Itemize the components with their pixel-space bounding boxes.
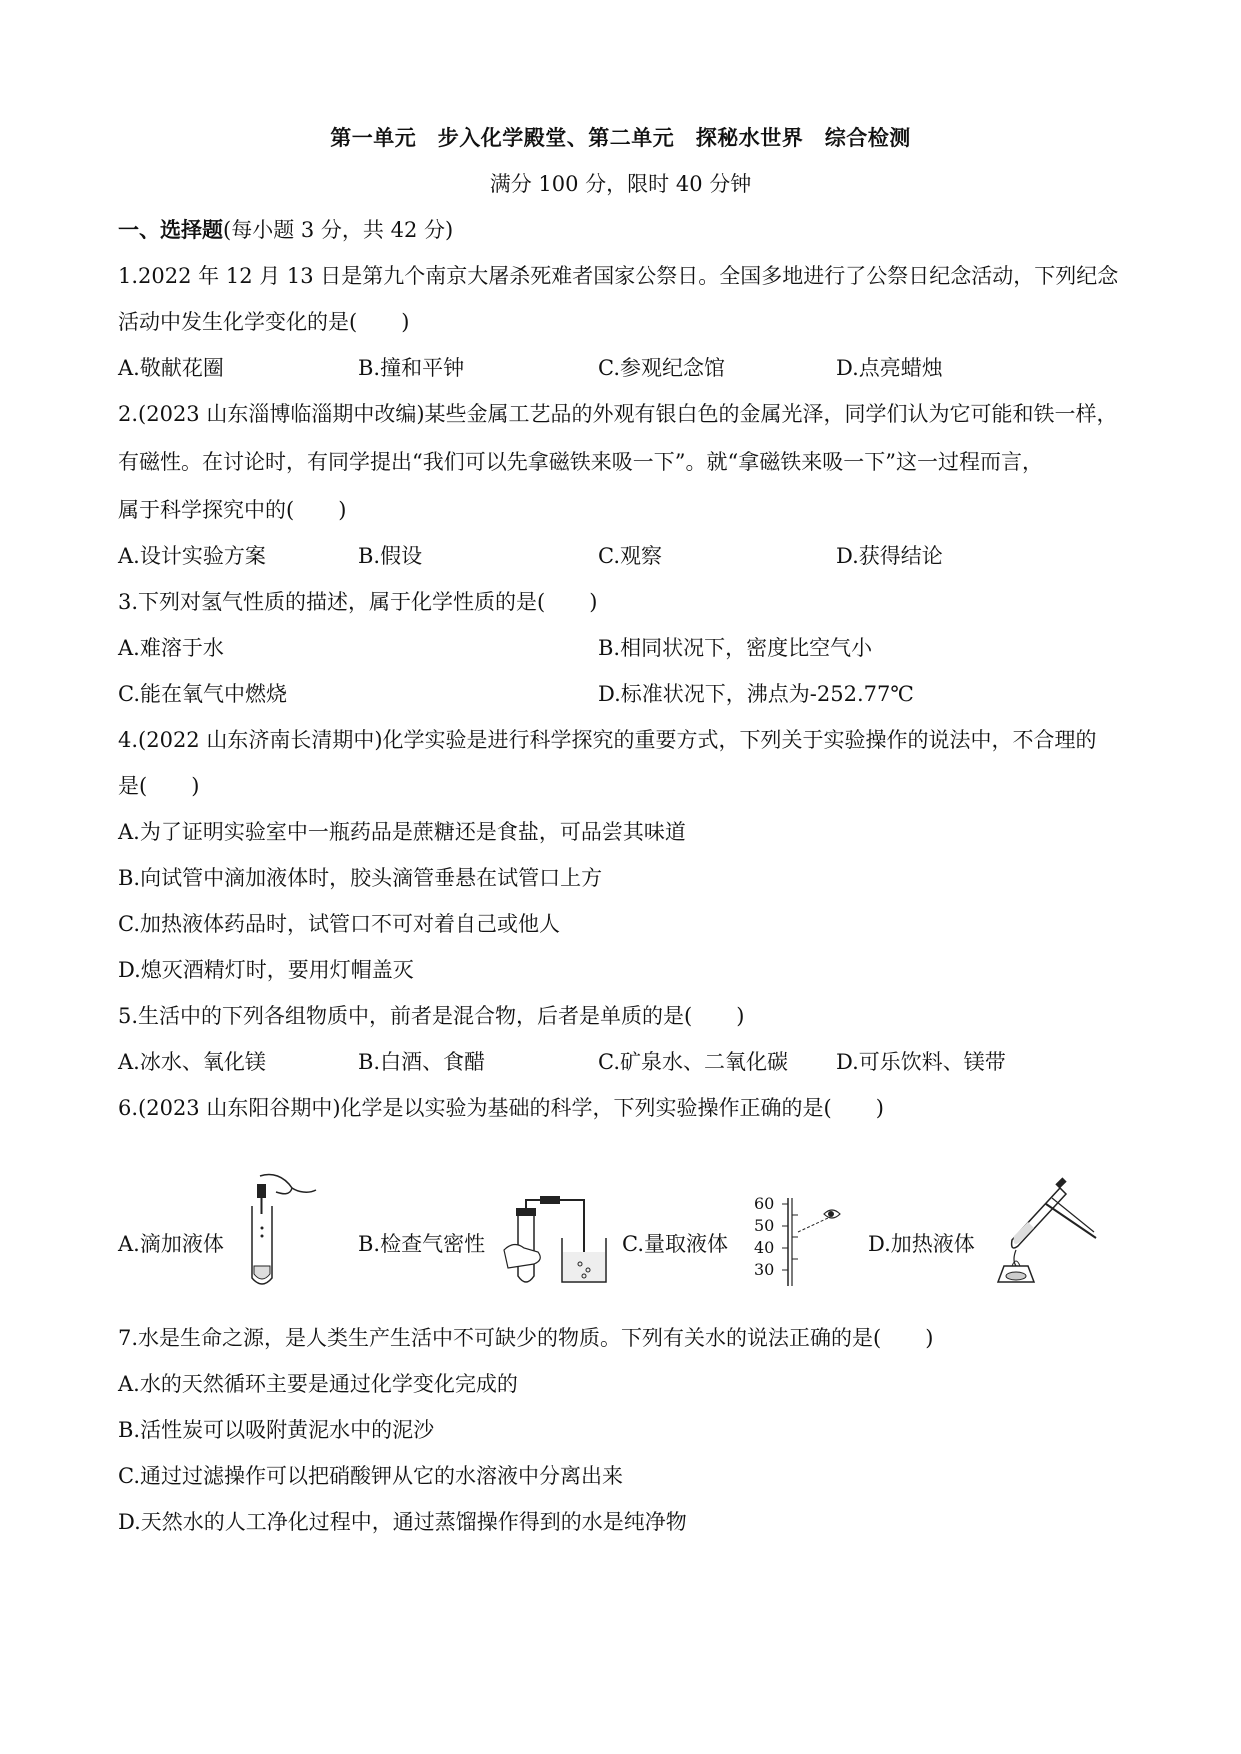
q6-option-a-label: A.滴加液体 — [118, 1232, 224, 1256]
q1-paren-close: ) — [401, 310, 410, 334]
q1-stem-line1: 1.2022 年 12 月 13 日是第九个南京大屠杀死难者国家公祭日。全国多地进行了公祭日纪念活动，下列纪念 — [118, 264, 1119, 288]
q2-option-d: D.获得结论 — [836, 544, 943, 568]
q2-option-c: C.观察 — [598, 544, 662, 568]
q2-option-a: A.设计实验方案 — [118, 544, 266, 568]
q5-option-a: A.冰水、氧化镁 — [118, 1050, 266, 1074]
q6-option-b-label: B.检查气密性 — [358, 1232, 486, 1256]
q5-paren-close: ) — [736, 1004, 745, 1028]
section-heading — [118, 214, 453, 244]
q3-option-c: C.能在氧气中燃烧 — [118, 682, 287, 706]
q4-stem-line1: 4.(2022 山东济南长清期中)化学实验是进行科学探究的重要方式，下列关于实验操作的说法中，不合理的 — [118, 728, 1097, 752]
q7-paren-close: ) — [925, 1326, 934, 1350]
q3-option-b: B.相同状况下，密度比空气小 — [598, 636, 873, 660]
q7-option-d: D.天然水的人工净化过程中，通过蒸馏操作得到的水是纯净物 — [118, 1510, 687, 1534]
q7-option-a: A.水的天然循环主要是通过化学变化完成的 — [118, 1372, 518, 1396]
page-subtitle: 满分 100 分，限时 40 分钟 — [489, 172, 752, 196]
q7-option-b: B.活性炭可以吸附黄泥水中的泥沙 — [118, 1418, 435, 1442]
q5-option-c: C.矿泉水、二氧化碳 — [598, 1050, 788, 1074]
q2-stem-line3 — [118, 494, 346, 524]
q1-stem-line2 — [118, 306, 409, 336]
cylinder-tick-50: 50 — [754, 1216, 775, 1235]
q2-paren-close: ) — [338, 498, 347, 522]
cylinder-tick-30: 30 — [754, 1260, 775, 1279]
q7-stem — [118, 1322, 933, 1352]
q7-option-c: C.通过过滤操作可以把硝酸钾从它的水溶液中分离出来 — [118, 1464, 623, 1488]
q3-stem — [118, 586, 597, 616]
q6-option-d-label: D.加热液体 — [868, 1232, 975, 1256]
q6-stem-text: 6.(2023 山东阳谷期中)化学是以实验为基础的科学，下列实验操作正确的是( — [118, 1096, 832, 1120]
q3-option-d: D.标准状况下，沸点为-252.77℃ — [598, 682, 914, 706]
q1-option-b: B.撞和平钟 — [358, 356, 465, 380]
section-note: (每小题 3 分，共 42 分) — [223, 218, 454, 242]
q3-paren-close: ) — [589, 590, 598, 614]
q1-option-c: C.参观纪念馆 — [598, 356, 725, 380]
cylinder-tick-60: 60 — [754, 1194, 775, 1213]
q6-option-c-label: C.量取液体 — [622, 1232, 728, 1256]
q5-stem-text: 5.生活中的下列各组物质中，前者是混合物，后者是单质的是( — [118, 1004, 693, 1028]
q1-stem-text: 活动中发生化学变化的是( — [118, 310, 358, 334]
q1-option-d: D.点亮蜡烛 — [836, 356, 943, 380]
q5-stem — [118, 1000, 744, 1030]
q6-stem — [118, 1092, 884, 1122]
q2-option-b: B.假设 — [358, 544, 423, 568]
dropper-test-tube-figure — [232, 1170, 322, 1290]
q4-option-a: A.为了证明实验室中一瓶药品是蔗糖还是食盐，可品尝其味道 — [118, 820, 686, 844]
q3-option-a: A.难溶于水 — [118, 636, 224, 660]
q2-stem-line1: 2.(2023 山东淄博临淄期中改编)某些金属工艺品的外观有银白色的金属光泽，同学们认为它可能和铁一样， — [118, 402, 1118, 426]
q4-stem-text: 是( — [118, 774, 148, 798]
section-head-label: 一、选择题 — [118, 218, 223, 242]
q5-option-d: D.可乐饮料、镁带 — [836, 1050, 1006, 1074]
cylinder-tick-40: 40 — [754, 1238, 775, 1257]
q7-stem-text: 7.水是生命之源，是人类生产生活中不可缺少的物质。下列有关水的说法正确的是( — [118, 1326, 882, 1350]
heating-test-tube-figure — [976, 1170, 1106, 1290]
q4-option-b: B.向试管中滴加液体时，胶头滴管垂悬在试管口上方 — [118, 866, 603, 890]
q4-paren-close: ) — [191, 774, 200, 798]
q4-option-d: D.熄灭酒精灯时，要用灯帽盖灭 — [118, 958, 414, 982]
q4-option-c: C.加热液体药品时，试管口不可对着自己或他人 — [118, 912, 560, 936]
q4-stem-line2 — [118, 770, 199, 800]
q2-stem-text: 属于科学探究中的( — [118, 498, 295, 522]
q6-paren-close: ) — [875, 1096, 884, 1120]
q1-option-a: A.敬献花圈 — [118, 356, 224, 380]
page-title: 第一单元 步入化学殿堂、第二单元 探秘水世界 综合检测 — [330, 126, 911, 150]
airtightness-apparatus-figure — [494, 1190, 614, 1290]
q2-stem-line2: 有磁性。在讨论时，有同学提出“我们可以先拿磁铁来吸一下”。就“拿磁铁来吸一下”这一过程而言， — [118, 450, 1043, 474]
q5-option-b: B.白酒、食醋 — [358, 1050, 486, 1074]
q3-stem-text: 3.下列对氢气性质的描述，属于化学性质的是( — [118, 590, 546, 614]
